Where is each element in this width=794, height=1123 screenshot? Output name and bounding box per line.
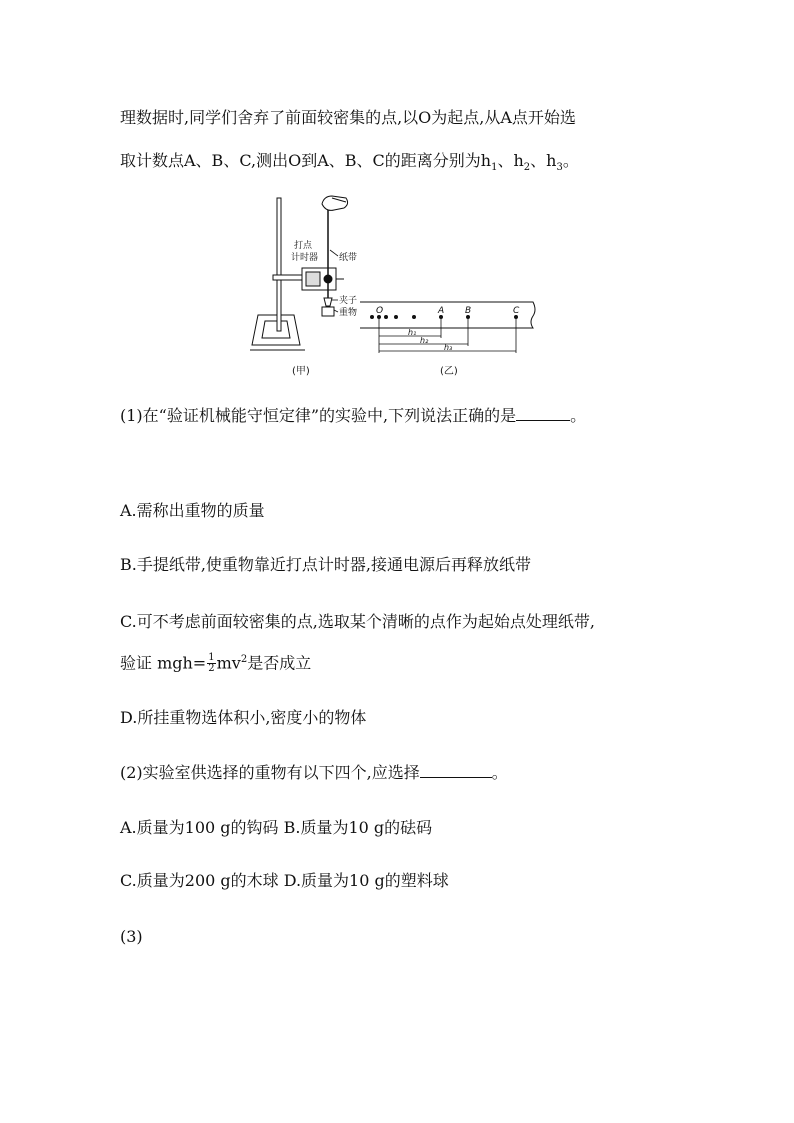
stand-rod (277, 198, 281, 331)
weight (322, 307, 334, 316)
q1-option-c-mv: mv (216, 653, 241, 673)
weight-label: 重物 (339, 308, 358, 318)
h2-label: h₂ (420, 336, 429, 345)
clip-label: 夹子 (339, 296, 358, 306)
caption-left: (甲) (292, 366, 310, 377)
q1-stem-end: 。 (570, 406, 587, 425)
q1-option-b: B.手提纸带,使重物靠近打点计时器,接通电源后再释放纸带 (120, 555, 532, 574)
separator-2: 、h (530, 151, 557, 170)
intro-line-1: 理数据时,同学们舍弃了前面较密集的点,以O为起点,从A点开始选 (120, 108, 576, 127)
q1-answer-blank[interactable] (516, 406, 570, 421)
hand (322, 196, 348, 210)
q1-option-d: D.所挂重物选体积小,密度小的物体 (120, 708, 367, 727)
q1-option-c-line1: C.可不考虑前面较密集的点,选取某个清晰的点作为起始点处理纸带, (120, 612, 595, 631)
q2-stem-end: 。 (491, 763, 508, 782)
q1-option-c-line2 (120, 650, 311, 674)
one-half-fraction (207, 653, 215, 674)
h2-subscript: 2 (523, 162, 531, 174)
h1-label: h₁ (408, 328, 417, 337)
intro-end: 。 (562, 151, 579, 170)
q1-option-a: A.需称出重物的质量 (120, 501, 265, 520)
q1-option-c-prefix: 验证 mgh= (120, 653, 207, 673)
q2-options-line1: A.质量为100 g的钩码 B.质量为10 g的砝码 (120, 818, 433, 837)
tape-label: 纸带 (339, 253, 358, 263)
clip (324, 298, 332, 306)
q1-stem (120, 406, 586, 426)
h3-subscript: 3 (556, 162, 563, 174)
point-a-label: A (438, 306, 445, 316)
q2-options-line2: C.质量为200 g的木球 D.质量为10 g的塑料球 (120, 871, 449, 890)
q1-stem-text: (1)在“验证机械能守恒定律”的实验中,下列说法正确的是 (120, 406, 517, 425)
timer-label-2: 计时器 (291, 253, 319, 263)
intro-line-2 (120, 151, 579, 178)
h1-subscript: 1 (491, 162, 498, 174)
timer (302, 268, 344, 290)
timer-label-1: 打点 (294, 241, 313, 251)
q2-stem (120, 763, 508, 783)
h3-label: h₃ (444, 343, 453, 352)
caption-right: (乙) (440, 366, 458, 377)
point-o-label: O (376, 306, 384, 316)
q3-label: (3) (120, 927, 143, 946)
fraction-numerator: 1 (208, 652, 215, 664)
intro-line-2-prefix: 取计数点A、B、C,测出O到A、B、C的距离分别为h (120, 151, 492, 170)
point-b-label: B (465, 306, 472, 316)
separator-1: 、h (497, 151, 524, 170)
experiment-figure (250, 190, 550, 380)
q2-stem-text: (2)实验室供选择的重物有以下四个,应选择 (120, 763, 420, 782)
q2-answer-blank[interactable] (420, 763, 492, 778)
tape-strip (360, 302, 535, 328)
q1-option-c-suffix: 是否成立 (247, 653, 312, 673)
v-squared-exponent: 2 (240, 654, 248, 665)
fraction-denominator: 2 (208, 663, 215, 675)
point-c-label: C (513, 306, 520, 316)
